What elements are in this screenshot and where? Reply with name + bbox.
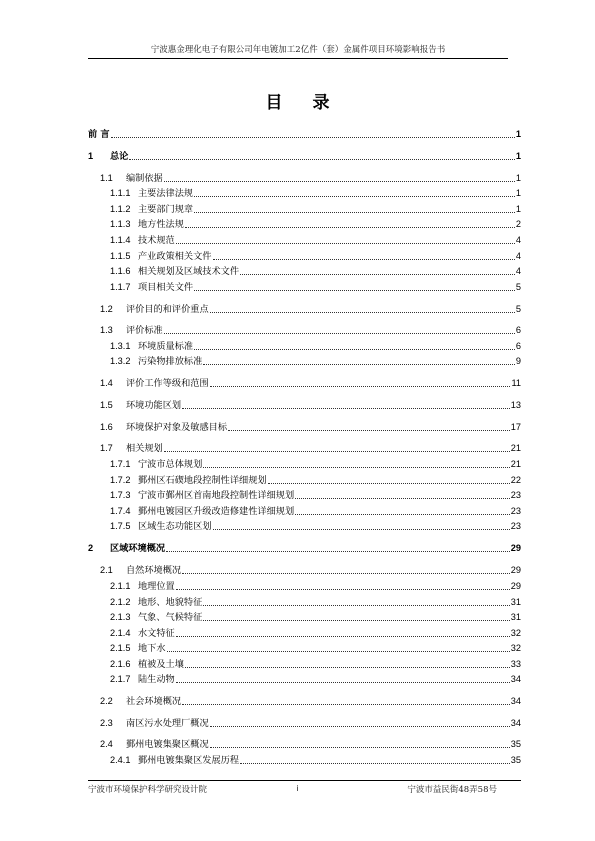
toc-entry-number: 1.6 <box>100 422 113 432</box>
toc-entry-title: 编制依据 <box>126 173 163 184</box>
toc-entry-number: 1 <box>88 151 94 161</box>
toc-entry-number: 1.7 <box>100 443 113 453</box>
toc-entry-title: 鄞州电镀园区升级改造修建性详细规划 <box>138 506 295 517</box>
toc-entry-page: 21 <box>510 459 521 469</box>
toc-entry-title: 主要部门规章 <box>138 204 194 215</box>
toc-title: 目 录 <box>265 93 342 113</box>
toc-entry-number: 1.1.4 <box>110 235 131 245</box>
toc-entry-title: 产业政策相关文件 <box>138 251 212 262</box>
toc-entry[interactable] <box>88 265 521 278</box>
toc-dot-leader <box>164 450 510 452</box>
toc-entry-title: 鄞州电镀集聚区概况 <box>126 739 209 750</box>
page-header: 宁波惠金理化电子有限公司年电镀加工2亿件（套）金属件项目环境影响报告书 <box>88 43 508 59</box>
toc-entry-number: 2 <box>88 543 94 553</box>
toc-entry[interactable] <box>88 474 521 487</box>
toc-dot-leader <box>228 429 510 431</box>
toc-entry-title: 气象、气候特征 <box>138 612 203 623</box>
toc-entry-page: 23 <box>510 506 521 516</box>
toc-entry-title: 宁波市鄞州区首南地段控制性详细规划 <box>138 490 295 501</box>
toc-entry-number: 1.1.6 <box>110 266 131 276</box>
toc-entry-number: 2.4.1 <box>110 755 131 765</box>
toc-dot-leader <box>167 650 510 652</box>
toc-dot-leader <box>194 348 515 350</box>
toc-entry[interactable] <box>88 442 521 455</box>
toc-dot-leader <box>203 363 515 365</box>
toc-entry-title: 南区污水处理厂概况 <box>126 718 209 729</box>
toc-entry-title: 主要法律法规 <box>138 188 194 199</box>
toc-entry[interactable] <box>88 458 521 471</box>
toc-entry-title: 技术规范 <box>138 235 175 246</box>
toc-entry-page: 17 <box>510 422 521 432</box>
toc-entry-number: 1.3 <box>100 325 113 335</box>
toc-entry-title: 环境保护对象及敏感目标 <box>126 422 228 433</box>
toc-dot-leader <box>194 289 515 291</box>
toc-entry-number: 1.5 <box>100 400 113 410</box>
toc-entry-page: 4 <box>515 235 521 245</box>
toc-dot-leader <box>185 666 510 668</box>
toc-dot-leader <box>176 635 510 637</box>
toc-entry[interactable] <box>88 489 521 502</box>
toc-entry-page: 34 <box>510 696 521 706</box>
toc-entry-number: 2.1.6 <box>110 659 131 669</box>
toc-entry-number: 2.1.1 <box>110 581 131 591</box>
toc-dot-leader <box>240 273 515 275</box>
toc-dot-leader <box>203 619 509 621</box>
toc-entry-number: 2.1 <box>100 565 113 575</box>
toc-dot-leader <box>111 136 515 138</box>
toc-entry[interactable] <box>88 695 521 708</box>
toc-entry-number: 1.1 <box>100 173 113 183</box>
toc-entry-page: 1 <box>515 129 521 139</box>
toc-dot-leader <box>213 258 515 260</box>
toc-entry-number: 2.2 <box>100 696 113 706</box>
toc-entry[interactable] <box>88 303 521 316</box>
toc-entry-page: 32 <box>510 643 521 653</box>
toc-dot-leader <box>210 385 511 387</box>
toc-entry[interactable] <box>88 642 521 655</box>
toc-entry[interactable] <box>88 172 521 185</box>
toc-entry-page: 35 <box>510 755 521 765</box>
toc-entry-page: 34 <box>510 718 521 728</box>
toc-entry-number: 1.1.1 <box>110 188 131 198</box>
toc-dot-leader <box>166 550 510 552</box>
toc-entry-title: 评价工作等级和范围 <box>126 378 209 389</box>
toc-entry[interactable] <box>88 250 521 263</box>
toc-dot-leader <box>203 466 509 468</box>
toc-entry[interactable] <box>88 340 521 353</box>
toc-entry-page: 34 <box>510 674 521 684</box>
toc-entry-page: 11 <box>511 378 521 388</box>
toc-entry-title: 污染物排放标准 <box>138 356 203 367</box>
toc-entry-number: 2.4 <box>100 739 113 749</box>
toc-entry-page: 29 <box>510 565 521 575</box>
toc-entry[interactable] <box>88 596 521 609</box>
toc-entry-title: 地方性法规 <box>138 219 184 230</box>
toc-entry-page: 4 <box>515 251 521 261</box>
toc-dot-leader <box>210 311 515 313</box>
toc-entry-page: 5 <box>515 304 521 314</box>
toc-dot-leader <box>176 242 515 244</box>
toc-dot-leader <box>203 604 509 606</box>
toc-entry-title: 环境质量标准 <box>138 341 194 352</box>
toc-entry-title: 相关规划及区域技术文件 <box>138 266 240 277</box>
toc-entry-number: 1.4 <box>100 378 113 388</box>
toc-entry-title: 项目相关文件 <box>138 282 194 293</box>
toc-entry-title: 总论 <box>110 151 129 162</box>
toc-entry-title: 前 言 <box>88 129 110 140</box>
footer-divider <box>88 780 521 781</box>
toc-dot-leader <box>176 588 510 590</box>
toc-entry-page: 33 <box>510 659 521 669</box>
toc-entry-title: 自然环境概况 <box>126 565 182 576</box>
toc-entry-number: 2.1.5 <box>110 643 131 653</box>
toc-dot-leader <box>176 681 510 683</box>
toc-entry-number: 1.7.4 <box>110 506 131 516</box>
toc-dot-leader <box>295 513 510 515</box>
footer-institute: 宁波市环境保护科学研究设计院 <box>88 785 208 795</box>
toc-entry-page: 29 <box>510 581 521 591</box>
toc-entry-number: 2.3 <box>100 718 113 728</box>
toc-entry[interactable] <box>88 218 521 231</box>
toc-entry[interactable] <box>88 658 521 671</box>
toc-entry-number: 1.7.5 <box>110 521 131 531</box>
toc-entry-title: 区域环境概况 <box>110 543 166 554</box>
toc-dot-leader <box>185 226 515 228</box>
toc-dot-leader <box>182 703 510 705</box>
toc-entry-title: 地下水 <box>138 643 166 654</box>
toc-entry[interactable] <box>88 717 521 730</box>
toc-entry[interactable] <box>88 421 521 434</box>
toc-dot-leader <box>164 332 515 334</box>
toc-entry-number: 1.7.2 <box>110 475 131 485</box>
toc-entry-title: 环境功能区划 <box>126 400 182 411</box>
toc-entry-page: 6 <box>515 341 521 351</box>
toc-entry-page: 23 <box>510 521 521 531</box>
toc-entry-page: 6 <box>515 325 521 335</box>
toc-entry-page: 29 <box>510 543 521 553</box>
toc-dot-leader <box>194 195 515 197</box>
toc-entry-number: 2.1.7 <box>110 674 131 684</box>
toc-entry-title: 评价目的和评价重点 <box>126 304 209 315</box>
toc-dot-leader <box>164 180 515 182</box>
toc-entry-number: 1.7.3 <box>110 490 131 500</box>
toc-entry[interactable] <box>88 611 521 624</box>
toc-entry[interactable] <box>88 627 521 640</box>
toc-dot-leader <box>295 497 510 499</box>
toc-entry-title: 区域生态功能区划 <box>138 521 212 532</box>
toc-entry-number: 2.1.2 <box>110 597 131 607</box>
toc-entry[interactable] <box>88 234 521 247</box>
toc-entry[interactable] <box>88 150 521 163</box>
toc-entry-title: 鄞州区石碶地段控制性详细规划 <box>138 475 267 486</box>
toc-entry[interactable] <box>88 355 521 368</box>
toc-entry-page: 31 <box>510 597 521 607</box>
toc-entry[interactable] <box>88 203 521 216</box>
toc-entry-page: 35 <box>510 739 521 749</box>
toc-entry-number: 1.3.1 <box>110 341 131 351</box>
toc-entry[interactable] <box>88 542 521 555</box>
toc-entry[interactable] <box>88 399 521 412</box>
toc-entry-title: 评价标准 <box>126 325 163 336</box>
toc-entry-number: 1.1.5 <box>110 251 131 261</box>
toc-entry[interactable] <box>88 324 521 337</box>
toc-entry-page: 23 <box>510 490 521 500</box>
toc-entry-number: 1.3.2 <box>110 356 131 366</box>
toc-entry-number: 1.7.1 <box>110 459 131 469</box>
toc-entry-page: 2 <box>515 219 521 229</box>
toc-entry-title: 鄞州电镀集聚区发展历程 <box>138 755 240 766</box>
toc-entry[interactable] <box>88 673 521 686</box>
toc-entry[interactable] <box>88 377 521 390</box>
toc-entry-page: 22 <box>510 475 521 485</box>
toc-dot-leader <box>240 762 510 764</box>
toc-entry-page: 13 <box>510 400 521 410</box>
page-number: i <box>296 783 299 793</box>
toc-entry-number: 1.1.7 <box>110 282 131 292</box>
toc-entry-page: 32 <box>510 628 521 638</box>
toc-entry-title: 陆生动物 <box>138 674 175 685</box>
toc-entry-page: 1 <box>515 173 521 183</box>
toc-entry-number: 2.1.3 <box>110 612 131 622</box>
toc-entry-page: 1 <box>515 188 521 198</box>
toc-dot-leader <box>182 407 510 409</box>
toc-entry[interactable] <box>88 187 521 200</box>
footer-address: 宁波市益民街48弄58号 <box>407 785 497 795</box>
toc-dot-leader <box>268 482 510 484</box>
toc-entry-page: 31 <box>510 612 521 622</box>
toc-entry-title: 水文特征 <box>138 628 175 639</box>
toc-entry[interactable] <box>88 505 521 518</box>
toc-entry-title: 地理位置 <box>138 581 175 592</box>
toc-entry-page: 21 <box>510 443 521 453</box>
toc-entry-title: 社会环境概况 <box>126 696 182 707</box>
toc-dot-leader <box>210 725 510 727</box>
toc-entry-page: 9 <box>515 356 521 366</box>
toc-entry-page: 5 <box>515 282 521 292</box>
toc-entry-number: 1.1.3 <box>110 219 131 229</box>
toc-dot-leader <box>129 158 515 160</box>
toc-dot-leader <box>182 572 510 574</box>
toc-entry-page: 1 <box>515 151 521 161</box>
toc-entry-page: 1 <box>515 204 521 214</box>
toc-dot-leader <box>194 211 515 213</box>
toc-dot-leader <box>210 746 510 748</box>
toc-entry[interactable] <box>88 754 521 767</box>
toc-entry[interactable] <box>88 564 521 577</box>
toc-entry-number: 2.1.4 <box>110 628 131 638</box>
toc-entry[interactable] <box>88 281 521 294</box>
toc-entry[interactable] <box>88 738 521 751</box>
toc-entry[interactable] <box>88 128 521 141</box>
toc-entry-title: 地形、地貌特征 <box>138 597 203 608</box>
toc-entry-page: 4 <box>515 266 521 276</box>
toc-entry-number: 1.1.2 <box>110 204 131 214</box>
toc-entry-title: 相关规划 <box>126 443 163 454</box>
toc-entry-number: 1.2 <box>100 304 113 314</box>
toc-entry[interactable] <box>88 580 521 593</box>
toc-entry-title: 宁波市总体规划 <box>138 459 203 470</box>
toc-dot-leader <box>213 528 510 530</box>
toc-entry[interactable] <box>88 520 521 533</box>
toc-entry-title: 植被及土壤 <box>138 659 184 670</box>
